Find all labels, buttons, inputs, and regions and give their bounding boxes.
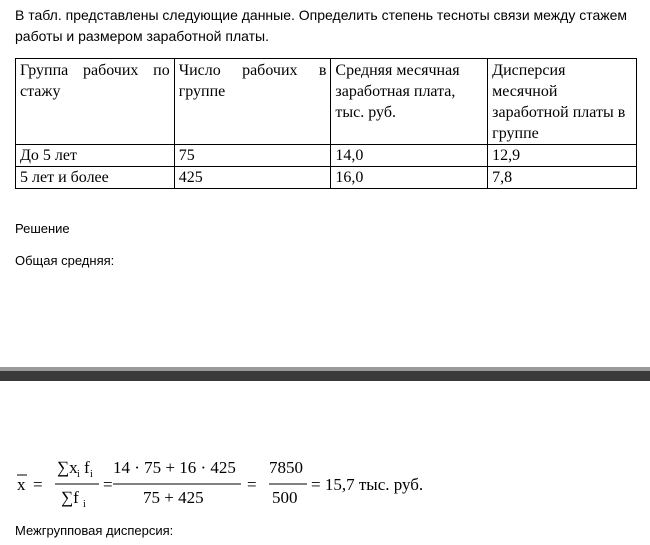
formula-lhs: x	[17, 475, 26, 494]
solution-heading: Решение	[15, 221, 70, 236]
equals-sign-3: =	[247, 475, 257, 494]
header-cell: Средняя месячная заработная плата, тыс. руб.	[331, 59, 488, 145]
header-cell: Дисперсия месячной заработной платы в группе	[488, 59, 637, 145]
overall-mean-label: Общая средняя:	[15, 253, 115, 268]
formula-svg	[15, 455, 515, 513]
table-header-row	[16, 59, 637, 145]
header-cell: Число рабочих в группе	[174, 59, 331, 145]
table-cell: 16,0	[331, 167, 488, 189]
table-cell: 425	[174, 167, 331, 189]
intergroup-variance-label: Межгрупповая дисперсия:	[15, 523, 174, 538]
data-table	[15, 58, 637, 189]
table-cell: 7,8	[488, 167, 637, 189]
sum-denominator: ∑f	[61, 488, 79, 507]
f-numerator: f	[84, 458, 90, 477]
page-separator	[0, 367, 650, 381]
table-cell: 5 лет и более	[16, 167, 175, 189]
subscript-i-2: i	[90, 469, 93, 480]
subscript-i-3: i	[83, 499, 86, 510]
table-cell: 14,0	[331, 145, 488, 167]
table-cell: До 5 лет	[16, 145, 175, 167]
equals-sign-1: =	[33, 475, 43, 494]
table-row	[16, 145, 637, 167]
mean-formula	[15, 455, 515, 513]
fraction3-denominator: 500	[272, 488, 298, 507]
page-separator-shade	[0, 367, 650, 371]
subscript-i-1: i	[77, 469, 80, 480]
table-cell: 12,9	[488, 145, 637, 167]
table-row	[16, 167, 637, 189]
problem-statement: В табл. представлены следующие данные. Определить степень тесноты связи между стажем работы и размером заработной платы.	[15, 7, 628, 44]
formula-result: = 15,7 тыс. руб.	[311, 475, 424, 494]
equals-sign-2: =	[103, 475, 113, 494]
header-cell: Группа рабочих по стажу	[16, 59, 175, 145]
table-cell: 75	[174, 145, 331, 167]
fraction2-denominator: 75 + 425	[143, 488, 204, 507]
fraction3-numerator: 7850	[269, 458, 303, 477]
sum-numerator: ∑x	[57, 458, 78, 477]
fraction2-numerator: 14 · 75 + 16 · 425	[113, 458, 236, 477]
